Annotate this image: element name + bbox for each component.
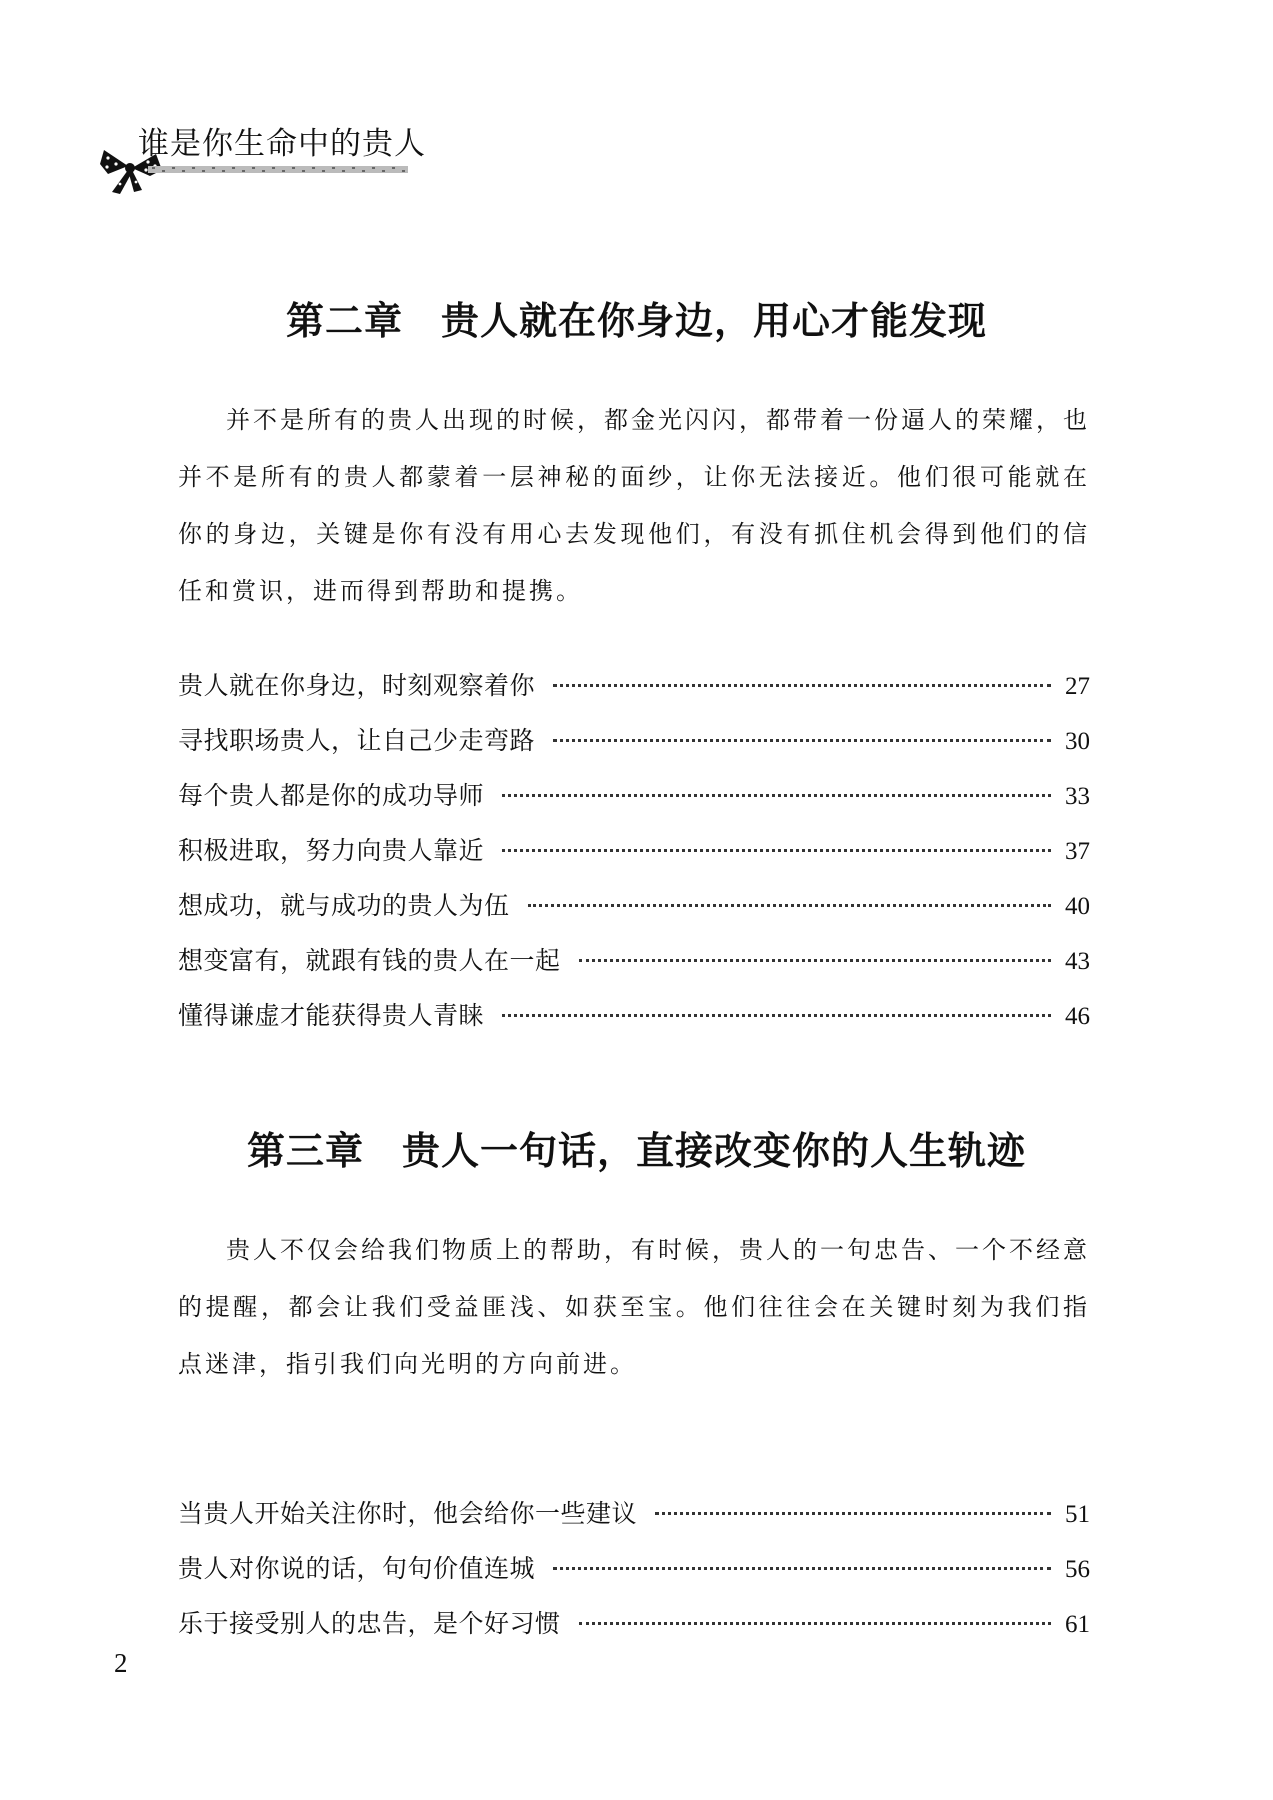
- chapter-2-name: 贵人就在你身边，用心才能发现: [441, 299, 988, 343]
- toc-entry-title: 每个贵人都是你的成功导师: [178, 781, 485, 810]
- toc-entry-page: 30: [1065, 728, 1090, 755]
- toc-entry-title: 懂得谦虚才能获得贵人青睐: [178, 1001, 485, 1030]
- chapter-2-intro: 并不是所有的贵人出现的时候，都金光闪闪，都带着一份逼人的荣耀，也并不是所有的贵人都蒙着一层神秘的面纱，让你无法接近。他们很可能就在你的身边，关键是你有没有用心去发现他们，有没有抓住机会得到他们的信任和赏识，进而得到帮助和提携。: [178, 406, 1090, 605]
- toc-entry-title: 想成功，就与成功的贵人为伍: [178, 891, 510, 920]
- toc-entry-title: 贵人就在你身边，时刻观察着你: [178, 671, 536, 700]
- toc-dot-leader: [502, 849, 1051, 852]
- toc-entry-page: 51: [1065, 1501, 1090, 1528]
- toc-dot-leader: [553, 739, 1051, 742]
- toc-dot-leader: [579, 959, 1051, 962]
- toc-entry-title: 寻找职场贵人，让自己少走弯路: [178, 726, 536, 755]
- running-header: [98, 118, 426, 198]
- toc-dot-leader: [502, 1014, 1051, 1017]
- toc-entry[interactable]: [178, 666, 1090, 721]
- toc-dot-leader: [528, 904, 1051, 907]
- toc-entry-title: 当贵人开始关注你时，他会给你一些建议: [178, 1499, 638, 1528]
- toc-entry[interactable]: [178, 1549, 1090, 1604]
- toc-entry[interactable]: [178, 1604, 1090, 1659]
- chapter-3-intro: 贵人不仅会给我们物质上的帮助，有时候，贵人的一句忠告、一个不经意的提醒，都会让我们受益匪浅、如获至宝。他们往往会在关键时刻为我们指点迷津，指引我们向光明的方向前进。: [178, 1236, 1090, 1378]
- toc-entry-page: 56: [1065, 1556, 1090, 1583]
- page-number: 2: [114, 1648, 128, 1678]
- toc-entry[interactable]: [178, 831, 1090, 886]
- toc-entry-page: 46: [1065, 1003, 1090, 1030]
- toc-entry[interactable]: [178, 996, 1090, 1051]
- toc-entry-page: 61: [1065, 1611, 1090, 1638]
- chapter-2-title: [0, 290, 1273, 345]
- toc-entry-title: 贵人对你说的话，句句价值连城: [178, 1554, 536, 1583]
- toc-entry-title: 想变富有，就跟有钱的贵人在一起: [178, 946, 561, 975]
- toc-entry-title: 乐于接受别人的忠告，是个好习惯: [178, 1609, 561, 1638]
- toc-entry-page: 37: [1065, 838, 1090, 865]
- toc-entry-page: 43: [1065, 948, 1090, 975]
- toc-entry-page: 40: [1065, 893, 1090, 920]
- chapter-3-number: 第三章: [246, 1129, 364, 1173]
- toc-entry-page: 27: [1065, 673, 1090, 700]
- toc-entry[interactable]: [178, 776, 1090, 831]
- toc-dot-leader: [655, 1512, 1051, 1515]
- chapter-3-name: 贵人一句话，直接改变你的人生轨迹: [402, 1129, 1027, 1173]
- toc-entry-page: 33: [1065, 783, 1090, 810]
- chapter-3-toc: [178, 1494, 1090, 1659]
- toc-dot-leader: [553, 684, 1051, 687]
- toc-dot-leader: [553, 1567, 1051, 1570]
- toc-dot-leader: [579, 1622, 1051, 1625]
- header-rule: [148, 166, 408, 173]
- toc-dot-leader: [502, 794, 1051, 797]
- running-title: 谁是你生命中的贵人: [138, 126, 426, 162]
- toc-entry[interactable]: [178, 941, 1090, 996]
- chapter-3-title: [0, 1120, 1273, 1175]
- chapter-2-toc: [178, 666, 1090, 1051]
- toc-entry[interactable]: [178, 1494, 1090, 1549]
- chapter-2-number: 第二章: [285, 299, 403, 343]
- toc-entry[interactable]: [178, 886, 1090, 941]
- toc-entry[interactable]: [178, 721, 1090, 776]
- toc-entry-title: 积极进取，努力向贵人靠近: [178, 836, 485, 865]
